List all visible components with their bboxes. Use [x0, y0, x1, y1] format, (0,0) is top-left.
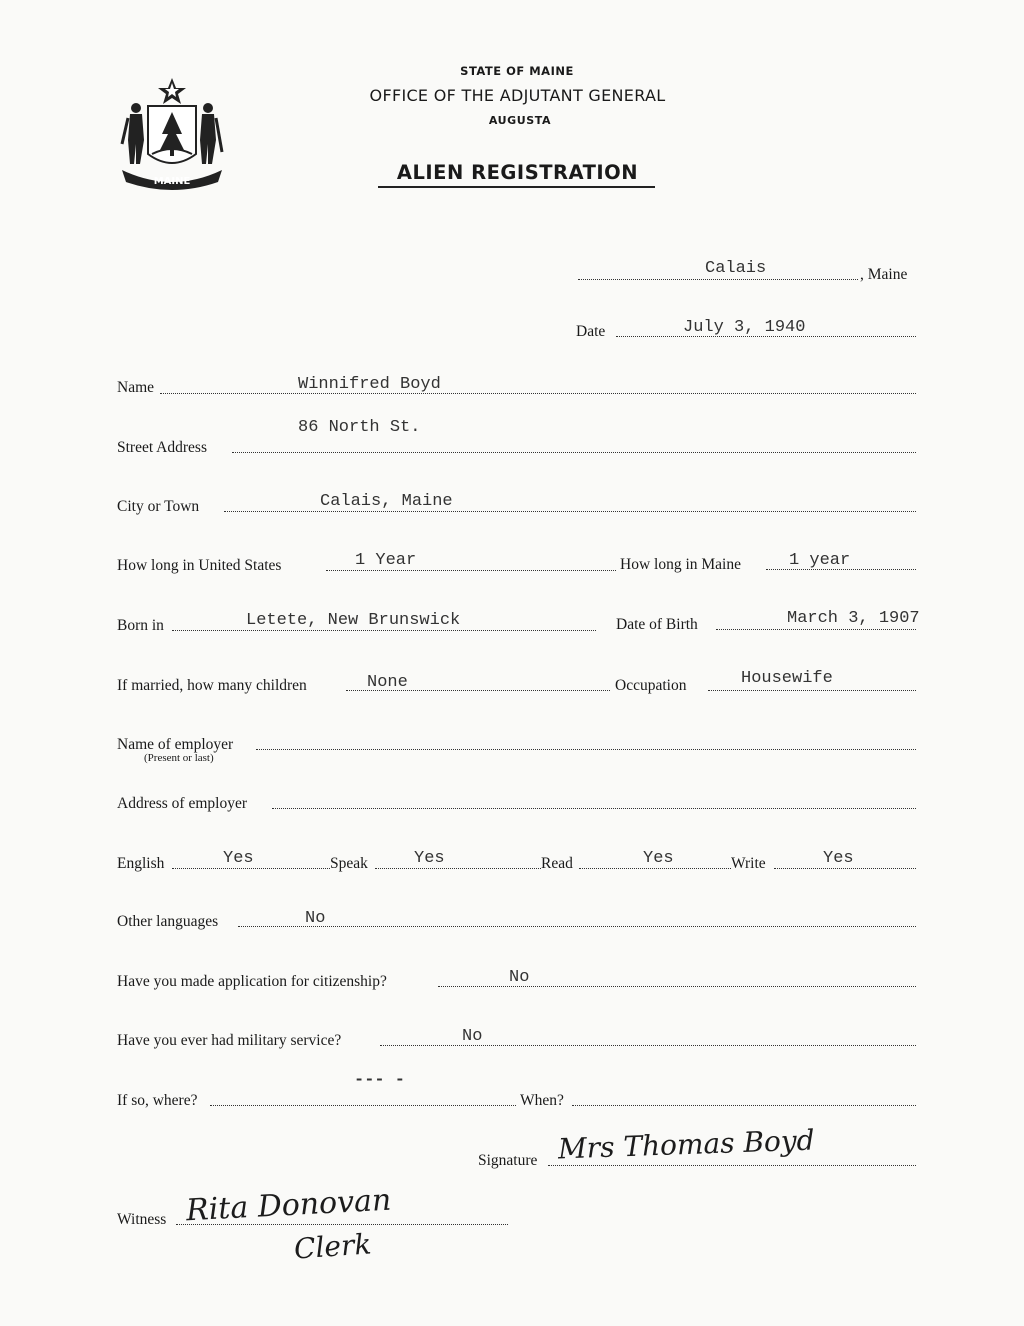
- citizenship-label: Have you made application for citizenship?: [117, 973, 387, 990]
- maine-label: , Maine: [860, 266, 908, 283]
- how-long-me-value: 1 year: [789, 551, 851, 570]
- write-value: Yes: [823, 849, 854, 868]
- when-line: [572, 1105, 916, 1106]
- other-languages-line: [238, 926, 916, 927]
- children-value: None: [367, 673, 408, 692]
- occupation-label: Occupation: [615, 677, 687, 694]
- write-label: Write: [731, 855, 766, 872]
- dob-value: March 3, 1907: [787, 609, 920, 628]
- town-value: Calais: [705, 259, 767, 278]
- speak-label: Speak: [330, 855, 368, 872]
- date-value: July 3, 1940: [683, 318, 806, 337]
- city-heading: AUGUSTA: [488, 114, 552, 127]
- other-languages-value: No: [305, 909, 326, 928]
- city-label: City or Town: [117, 498, 200, 515]
- witness-label: Witness: [117, 1211, 167, 1228]
- where-label: If so, where?: [117, 1092, 198, 1109]
- speak-value: Yes: [414, 849, 445, 868]
- town-line: [578, 279, 858, 280]
- born-in-label: Born in: [117, 617, 164, 634]
- employer-label: Name of employer: [117, 736, 234, 753]
- name-value: Winnifred Boyd: [298, 375, 441, 394]
- dob-label: Date of Birth: [616, 616, 698, 633]
- form-title: ALIEN REGISTRATION: [396, 161, 639, 184]
- how-long-me-label: How long in Maine: [620, 556, 741, 573]
- other-languages-label: Other languages: [117, 913, 219, 930]
- form-title-underline: [378, 186, 655, 188]
- street-value: 86 North St.: [298, 418, 421, 437]
- dob-line: [716, 629, 916, 630]
- employer-sublabel: (Present or last): [144, 752, 214, 764]
- signature-label: Signature: [478, 1152, 538, 1169]
- how-long-us-value: 1 Year: [355, 551, 417, 570]
- how-long-us-label: How long in United States: [117, 557, 282, 574]
- born-in-line: [172, 630, 596, 631]
- street-label: Street Address: [117, 439, 207, 456]
- when-label: When?: [520, 1092, 564, 1109]
- english-value: Yes: [223, 849, 254, 868]
- street-line: [232, 452, 916, 453]
- city-value: Calais, Maine: [320, 492, 453, 511]
- city-line: [224, 511, 916, 512]
- employer-address-label: Address of employer: [117, 795, 247, 812]
- read-label: Read: [541, 855, 573, 872]
- citizenship-value: No: [509, 968, 530, 987]
- where-line: [210, 1105, 516, 1106]
- occupation-line: [708, 690, 916, 691]
- witness-handwriting: Rita Donovan: [185, 1182, 393, 1229]
- name-line: [160, 393, 916, 394]
- military-value: No: [462, 1027, 483, 1046]
- english-line: [172, 868, 330, 869]
- military-label: Have you ever had military service?: [117, 1032, 342, 1049]
- read-value: Yes: [643, 849, 674, 868]
- english-label: English: [117, 855, 165, 872]
- office-heading: OFFICE OF THE ADJUTANT GENERAL: [369, 86, 666, 105]
- signature-handwriting: Mrs Thomas Boyd: [557, 1123, 816, 1166]
- seal-text: MAINE: [153, 176, 191, 187]
- military-line: [380, 1045, 916, 1046]
- where-value: --- -: [354, 1071, 406, 1090]
- born-in-value: Letete, New Brunswick: [246, 611, 461, 630]
- read-line: [579, 868, 731, 869]
- write-line: [774, 868, 916, 869]
- name-label: Name: [117, 379, 155, 396]
- children-label: If married, how many children: [117, 677, 307, 694]
- employer-address-line: [272, 808, 916, 809]
- signature-line: [548, 1165, 916, 1166]
- seal-graphic: [118, 74, 226, 196]
- occupation-value: Housewife: [741, 669, 833, 688]
- state-heading: STATE OF MAINE: [460, 64, 574, 78]
- employer-line: [256, 749, 916, 750]
- witness-title-handwriting: Clerk: [292, 1227, 373, 1266]
- date-label: Date: [576, 323, 606, 340]
- speak-line: [375, 868, 541, 869]
- maine-state-seal: [118, 74, 226, 196]
- how-long-us-line: [326, 570, 616, 571]
